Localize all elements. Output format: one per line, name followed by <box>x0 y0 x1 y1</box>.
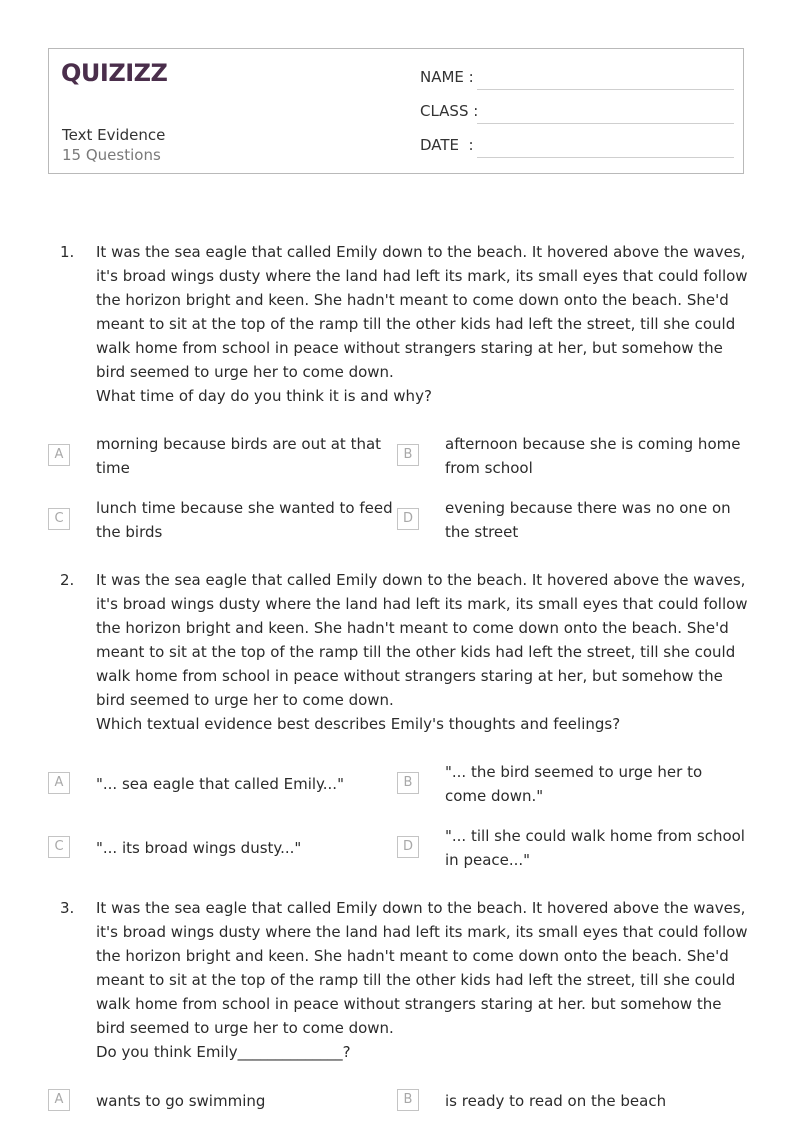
date-label: DATE : <box>420 136 474 154</box>
name-label: NAME : <box>420 68 474 86</box>
option-b-box[interactable]: B <box>397 1089 419 1111</box>
name-line <box>477 89 734 90</box>
question-prompt: What time of day do you think it is and why? <box>96 387 432 405</box>
quizizz-logo: QUIZIZZ <box>61 59 168 87</box>
option-b-box[interactable]: B <box>397 772 419 794</box>
name-field[interactable] <box>420 68 734 92</box>
class-label: CLASS : <box>420 102 479 120</box>
date-line <box>477 157 734 158</box>
option-text: morning because birds are out at that time <box>96 435 382 477</box>
date-field[interactable] <box>420 136 734 160</box>
worksheet-header <box>48 48 744 174</box>
question-passage: It was the sea eagle that called Emily down to the beach. It hovered above the waves, it's broad wings dusty where the land had left its mark, its small eyes that could follow the horizon bright and keen. She hadn't meant to come down onto the beach. She'd meant to sit at the top of the ramp till the other kids had left the street, till she could walk home from school in peace without strangers staring at her, but somehow the bird seemed to urge her to come down. <box>96 243 748 381</box>
question-passage: It was the sea eagle that called Emily down to the beach. It hovered above the waves, it's broad wings dusty where the land had left its mark, its small eyes that could follow the horizon bright and keen. She hadn't meant to come down onto the beach. She'd meant to sit at the top of the ramp till the other kids had left the street, till she could walk home from school in peace without strangers staring at her. but somehow the bird seemed to urge her to come down. <box>96 899 748 1037</box>
option-b-box[interactable]: B <box>397 444 419 466</box>
option-text: lunch time because she wanted to feed the birds <box>96 499 393 541</box>
class-field[interactable] <box>420 102 734 126</box>
option-text: "... till she could walk home from school in peace..." <box>445 827 745 869</box>
question-count: 15 Questions <box>62 146 161 164</box>
option-d-box[interactable]: D <box>397 836 419 858</box>
question-text <box>96 240 750 408</box>
question-prompt: Which textual evidence best describes Emily's thoughts and feelings? <box>96 715 621 733</box>
option-text: evening because there was no one on the street <box>445 499 731 541</box>
question-number: 3. <box>60 899 75 917</box>
class-line <box>477 123 734 124</box>
option-c-box[interactable]: C <box>48 836 70 858</box>
question-text <box>96 896 750 1064</box>
option-text: "... sea eagle that called Emily..." <box>96 775 344 793</box>
option-d-box[interactable]: D <box>397 508 419 530</box>
option-a-box[interactable]: A <box>48 444 70 466</box>
question-passage: It was the sea eagle that called Emily down to the beach. It hovered above the waves, it's broad wings dusty where the land had left its mark, its small eyes that could follow the horizon bright and keen. She hadn't meant to come down onto the beach. She'd meant to sit at the top of the ramp till the other kids had left the street, till she could walk home from school in peace without strangers staring at her, but somehow the bird seemed to urge her to come down. <box>96 571 748 709</box>
worksheet-title: Text Evidence <box>62 126 166 144</box>
question-number: 1. <box>60 243 75 261</box>
question-number: 2. <box>60 571 75 589</box>
option-a-box[interactable]: A <box>48 1089 70 1111</box>
option-text: "... the bird seemed to urge her to come down." <box>445 763 703 805</box>
option-text: wants to go swimming <box>96 1092 266 1110</box>
option-text: is ready to read on the beach <box>445 1092 667 1110</box>
option-c-box[interactable]: C <box>48 508 70 530</box>
option-a-box[interactable]: A <box>48 772 70 794</box>
option-text: afternoon because she is coming home from school <box>445 435 741 477</box>
question-text <box>96 568 750 736</box>
option-text: "... its broad wings dusty..." <box>96 839 302 857</box>
question-prompt: Do you think Emily______________? <box>96 1043 351 1061</box>
